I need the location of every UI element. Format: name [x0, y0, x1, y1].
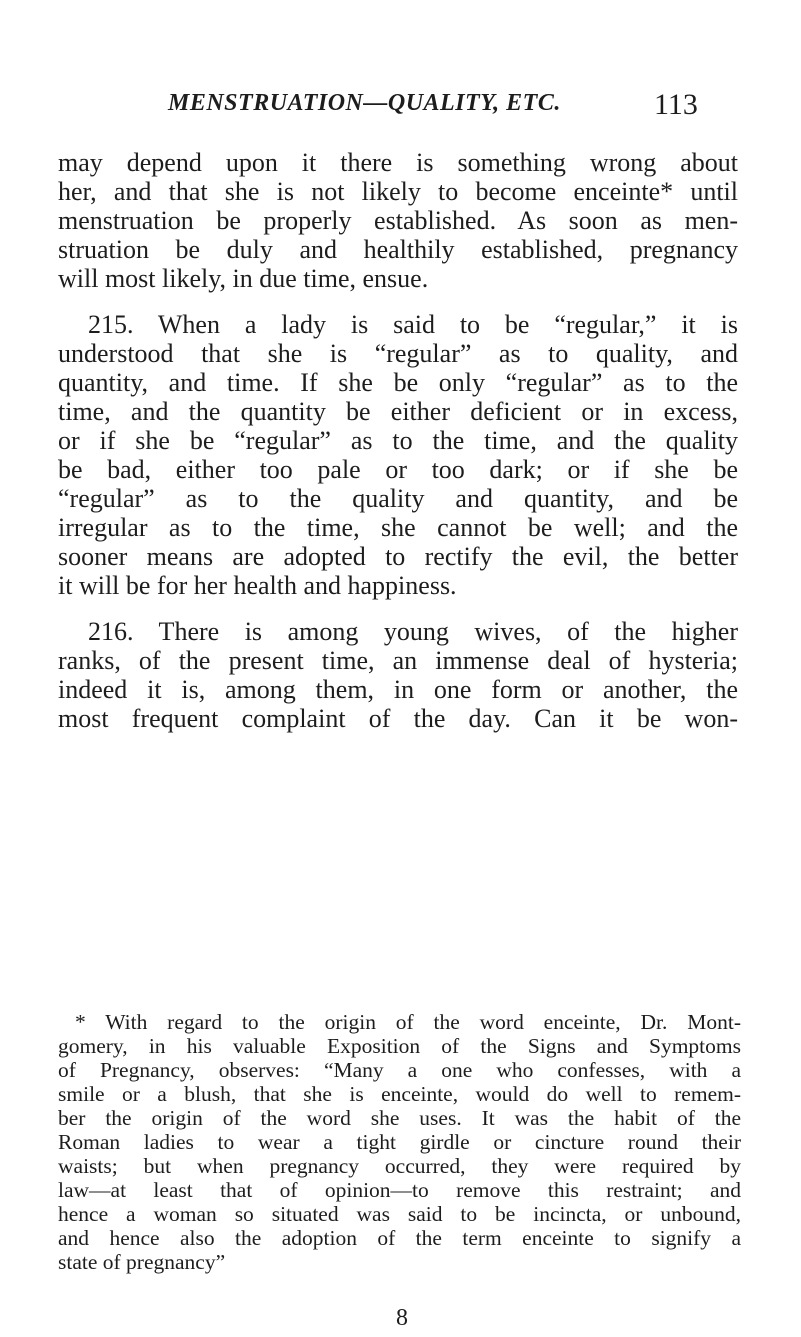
page-header — [0, 88, 801, 128]
footnote-line: smile or a blush, that she is enceinte, would do well to remem- — [58, 1082, 741, 1106]
body-line: sooner means are adopted to rectify the evil, the better — [58, 542, 738, 571]
footnote-line: law—at least that of opinion—to remove this restraint; and — [58, 1178, 741, 1202]
body-line: will most likely, in due time, ensue. — [58, 264, 429, 293]
body-line: struation be duly and healthily established, pregnancy — [58, 235, 738, 264]
body-line: ranks, of the present time, an immense deal of hysteria; — [58, 646, 738, 675]
footnote-line: and hence also the adoption of the term enceinte to signify a — [58, 1226, 741, 1250]
footnote-line: state of pregnancy” — [58, 1250, 226, 1274]
body-line: or if she be “regular” as to the time, and the quality — [58, 426, 738, 455]
body-line: be bad, either too pale or too dark; or if she be — [58, 455, 738, 484]
body-line: indeed it is, among them, in one form or another, the — [58, 675, 738, 704]
footnote-line: waists; but when pregnancy occurred, they were required by — [58, 1154, 741, 1178]
footnote-line: ber the origin of the word she uses. It was the habit of the — [58, 1106, 741, 1130]
footnote-line: Roman ladies to wear a tight girdle or cincture round their — [58, 1130, 741, 1154]
page-number: 113 — [654, 88, 698, 121]
footnote-line: gomery, in his valuable Exposition of the Signs and Symptoms — [58, 1034, 741, 1058]
body-line: irregular as to the time, she cannot be well; and the — [58, 513, 738, 542]
body-line: “regular” as to the quality and quantity, and be — [58, 484, 738, 513]
body-line: understood that she is “regular” as to quality, and — [58, 339, 738, 368]
body-line: menstruation be properly established. As soon as men- — [58, 206, 738, 235]
body-line: her, and that she is not likely to become enceinte* until — [58, 177, 738, 206]
body-line: most frequent complaint of the day. Can it be won- — [58, 704, 738, 733]
body-line: may depend upon it there is something wrong about — [58, 148, 738, 177]
footnote-line: * With regard to the origin of the word enceinte, Dr. Mont- — [75, 1010, 741, 1034]
footnote-line: hence a woman so situated was said to be incincta, or unbound, — [58, 1202, 741, 1226]
body-line: quantity, and time. If she be only “regular” as to the — [58, 368, 738, 397]
paragraph-216-start: 216. There is among young wives, of the higher — [88, 617, 738, 646]
running-title: MENSTRUATION—QUALITY, ETC. — [168, 90, 561, 116]
footnote-line: of Pregnancy, observes: “Many a one who confesses, with a — [58, 1058, 741, 1082]
body-line: it will be for her health and happiness. — [58, 571, 457, 600]
paragraph-215-start: 215. When a lady is said to be “regular,” it is — [88, 310, 738, 339]
signature-mark: 8 — [396, 1305, 408, 1331]
body-line: time, and the quantity be either deficient or in excess, — [58, 397, 738, 426]
